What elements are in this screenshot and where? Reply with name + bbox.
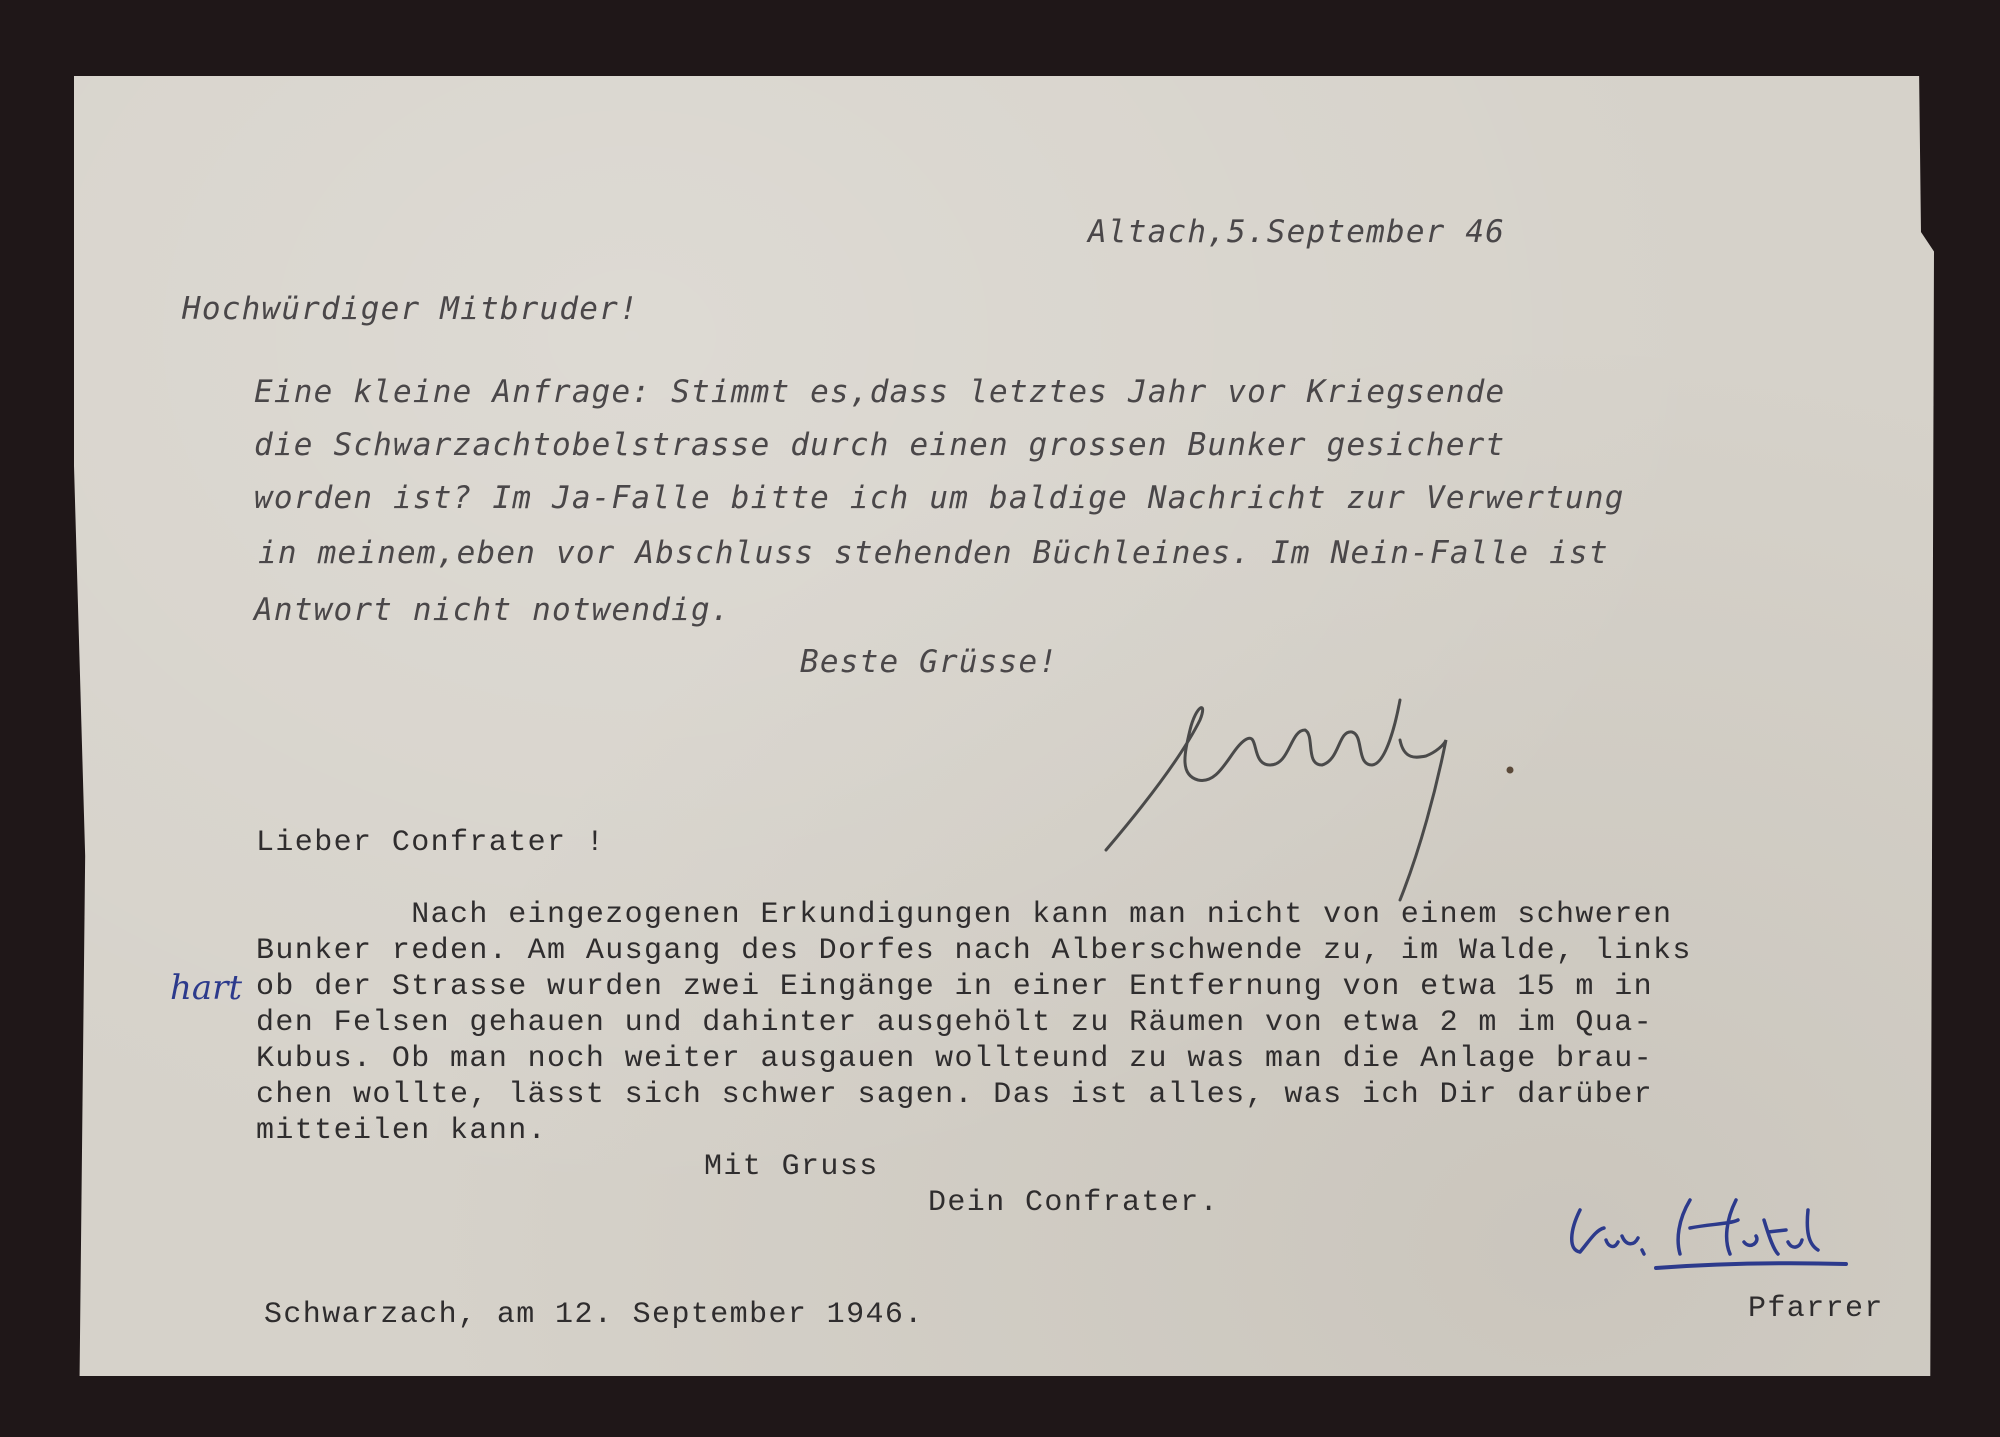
letter1-salutation: Hochwürdiger Mitbruder! bbox=[182, 291, 639, 327]
letter2-line: mitteilen kann. bbox=[256, 1114, 548, 1148]
letter2-line: Nach eingezogenen Erkundigungen kann man nicht von einem schweren bbox=[256, 898, 1673, 932]
signature-pencil bbox=[1100, 660, 1520, 910]
letter1-date: Altach,5.September 46 bbox=[1088, 214, 1506, 250]
letter1-line: in meinem,eben vor Abschluss stehenden Büchleines. Im Nein-Falle ist bbox=[258, 535, 1609, 571]
letter1-line: Antwort nicht notwendig. bbox=[254, 592, 731, 628]
letter2-closing: Mit Gruss bbox=[704, 1150, 879, 1184]
letter2-line: ob der Strasse wurden zwei Eingänge in einer Entfernung von etwa 15 m in bbox=[256, 970, 1654, 1004]
letter1-line: die Schwarzachtobelstrasse durch einen grossen Bunker gesichert bbox=[254, 427, 1506, 463]
letter1-closing: Beste Grüsse! bbox=[800, 644, 1059, 680]
letter1-line: worden ist? Im Ja-Falle bitte ich um baldige Nachricht zur Verwertung bbox=[254, 480, 1625, 516]
signature-blue bbox=[1560, 1180, 1860, 1290]
letter2-line: Bunker reden. Am Ausgang des Dorfes nach Alberschwende zu, im Walde, links bbox=[256, 934, 1692, 968]
letter2-line: den Felsen gehauen und dahinter ausgehölt zu Räumen von etwa 2 m im Qua- bbox=[256, 1006, 1654, 1040]
letter2-title: Pfarrer bbox=[1748, 1292, 1884, 1326]
margin-note: hart bbox=[170, 968, 243, 1008]
letter2-line: chen wollte, lässt sich schwer sagen. Das ist alles, was ich Dir darüber bbox=[256, 1078, 1654, 1112]
letter2-salutation: Lieber Confrater ! bbox=[256, 826, 606, 860]
letter2-closing: Dein Confrater. bbox=[928, 1186, 1220, 1220]
letter1-line: Eine kleine Anfrage: Stimmt es,dass letztes Jahr vor Kriegsende bbox=[254, 374, 1506, 410]
letter2-line: Kubus. Ob man noch weiter ausgauen wollteund zu was man die Anlage brau- bbox=[256, 1042, 1654, 1076]
letter2-place-date: Schwarzach, am 12. September 1946. bbox=[264, 1298, 924, 1332]
